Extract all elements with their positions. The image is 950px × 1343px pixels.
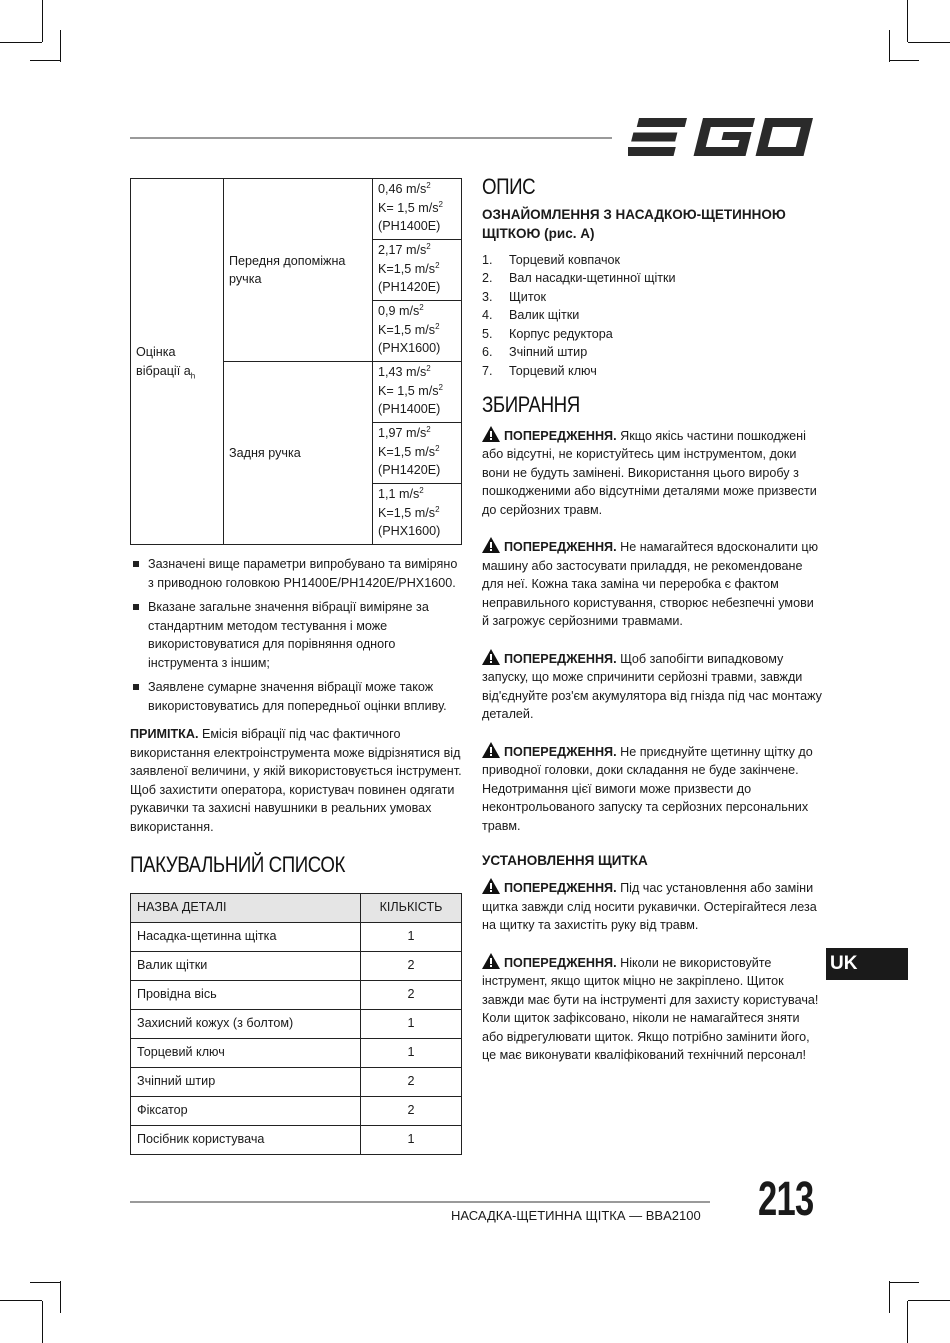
vibration-group-label: Задня ручка	[224, 362, 373, 545]
vibration-value-cell: 2,17 $m/s^2$ K=1,5 $m/s^2$ (PH1420E)	[373, 240, 462, 301]
warning-paragraph: ПОПЕРЕДЖЕННЯ. Не приєднуйте щетинну щітку до приводної головки, доки складання не буде закінчене. Недотримання цієї вимоги може призвести до неконтрольованого запуску та серйозних персональних травм.	[482, 742, 822, 836]
vibration-value-cell: 1,1 $m/s^2$ K=1,5 $m/s^2$ (PHX1600)	[373, 484, 462, 545]
crop-mark	[907, 1301, 908, 1343]
note-label: ПРИМІТКА.	[130, 727, 199, 741]
ego-logo-icon	[628, 114, 814, 160]
warning-paragraph: ПОПЕРЕДЖЕННЯ. Щоб запобігти випадковому запуску, що може спричинити серйозні травми, завжди від'єднуйте роз'єм акумулятора від гнізда під час монтажу деталей.	[482, 649, 822, 724]
footer-rule	[130, 1201, 710, 1203]
crop-mark	[30, 60, 60, 61]
crop-mark	[908, 1300, 950, 1301]
list-item: 6. Зчіпний штир	[482, 345, 588, 359]
warning-paragraph: ПОПЕРЕДЖЕННЯ. Під час установлення або заміни щитка завжди слід носити рукавички. Остерігайтеся леза на щитку та захистіть руку від травм.	[482, 878, 822, 935]
packing-header-name: НАЗВА ДЕТАЛІ	[131, 893, 361, 922]
bullet-item: Зазначені вище параметри випробувано та виміряно з приводною головкою PH1400E/PH1420E/PHX1600.	[130, 555, 462, 592]
warning-paragraph: ПОПЕРЕДЖЕННЯ. Не намагайтеся вдосконалити цю машину або застосувати приладдя, не рекомендоване для неї. Кожна така заміна чи переробка є фактом неправильного користування, створює небезпечні умови й загрожує серйозними травмами.	[482, 537, 822, 631]
crop-mark	[889, 30, 890, 62]
table-row: Торцевий ключ 1	[131, 1038, 462, 1067]
crop-mark	[30, 1282, 60, 1283]
table-row: Фіксатор 2	[131, 1096, 462, 1125]
right-column	[482, 174, 822, 1065]
table-row: Посібник користувача 1	[131, 1125, 462, 1154]
vibration-value-cell: 0,9 $m/s^2$ K=1,5 $m/s^2$ (PHX1600)	[373, 301, 462, 362]
shield-subheading: УСТАНОВЛЕННЯ ЩИТКА	[482, 853, 648, 868]
description-heading: ОПИС	[482, 174, 536, 199]
warning-icon	[482, 953, 500, 969]
crop-mark	[60, 30, 61, 62]
warning-paragraph: ПОПЕРЕДЖЕННЯ. Ніколи не використовуйте інструмент, якщо щиток міцно не закріплено. Щиток завжди має бути на інструменті для захисту користувача! Коли щиток зафіксовано, ніколи не намагайтеся зняти або відрегулювати щиток. Якщо потрібно замінити його, це має виконувати кваліфікований технічний персонал!	[482, 953, 822, 1065]
warning-icon	[482, 742, 500, 758]
list-item: 1. Торцевий ковпачок	[482, 252, 621, 267]
packing-table	[130, 893, 462, 1155]
warning-paragraph: ПОПЕРЕДЖЕННЯ. Якщо якісь частини пошкоджені або відсутні, не користуйтесь цим інструментом, доки вони не будуть замінені. Використання цього виробу з пошкодженими або відсутніми деталями може призвести до серйозних травм.	[482, 426, 822, 520]
parts-list	[482, 251, 822, 381]
table-row: Провідна вісь 2	[131, 980, 462, 1009]
crop-mark	[908, 42, 950, 43]
assembly-heading: ЗБИРАННЯ	[482, 392, 580, 417]
note-paragraph	[130, 725, 462, 836]
description-subheading: ОЗНАЙОМЛЕННЯ З НАСАДКОЮ-ЩЕТИННОЮ ЩІТКОЮ (рис. А)	[482, 206, 786, 241]
list-item: 2. Вал насадки-щетинної щітки	[482, 271, 676, 285]
crop-mark	[889, 60, 919, 61]
crop-mark	[60, 1281, 61, 1313]
vibration-value-cell: 0,46 $m/s^2$ K= 1,5 $m/s^2$ (PH1400E)	[373, 179, 462, 240]
packing-header-qty: КІЛЬКІСТЬ	[361, 893, 462, 922]
vibration-value-cell: 1,43 $m/s^2$ K= 1,5 $m/s^2$ (PH1400E)	[373, 362, 462, 423]
crop-mark	[0, 42, 42, 43]
bullet-item: Заявлене сумарне значення вібрації може також використовуватись для попередньої оцінки впливу.	[130, 678, 462, 715]
list-item: 5. Корпус редуктора	[482, 326, 613, 341]
crop-mark	[42, 0, 43, 42]
table-row: Захисний кожух (з болтом) 1	[131, 1009, 462, 1038]
header-rule	[130, 137, 612, 139]
vibration-row-label: Оцінка вібрації $a_h$	[131, 179, 224, 545]
bullet-list	[130, 555, 462, 715]
warning-icon	[482, 537, 500, 553]
packing-list-heading: ПАКУВАЛЬНИЙ СПИСОК	[130, 852, 346, 877]
page-number: 213	[758, 1173, 814, 1226]
bullet-item: Вказане загальне значення вібрації виміряне за стандартним методом тестування і може використовуватися для порівняння одного інструмента з іншим;	[130, 598, 462, 672]
footer-title: НАСАДКА-ЩЕТИННА ЩІТКА — BBA2100	[451, 1208, 701, 1223]
vibration-group-label: Передня допоміжна ручка	[224, 179, 373, 362]
list-item: 3. Щиток	[482, 289, 546, 304]
warning-icon	[482, 878, 500, 894]
warning-icon	[482, 649, 500, 665]
crop-mark	[889, 1282, 919, 1283]
crop-mark	[0, 1300, 42, 1301]
table-row: Зчіпний штир 2	[131, 1067, 462, 1096]
note-text: Емісія вібрації під час фактичного використання електроінструмента може відрізнятися від заявленої величини, у якій використовується інструмент. Щоб захистити оператора, користувач повинен одягати рукавички та захисні навушники в реальних умовах використання.	[130, 727, 462, 834]
warning-icon	[482, 426, 500, 442]
list-item: 7. Торцевий ключ	[482, 363, 597, 378]
crop-mark	[907, 0, 908, 42]
crop-mark	[889, 1281, 890, 1313]
crop-mark	[42, 1301, 43, 1343]
vibration-table	[130, 178, 462, 545]
table-row: Насадка-щетинна щітка 1	[131, 922, 462, 951]
left-column	[130, 178, 462, 1155]
list-item: 4. Валик щітки	[482, 308, 580, 322]
language-tab: UK	[826, 948, 908, 980]
vibration-value-cell: 1,97 $m/s^2$ K=1,5 $m/s^2$ (PH1420E)	[373, 423, 462, 484]
table-row: Валик щітки 2	[131, 951, 462, 980]
